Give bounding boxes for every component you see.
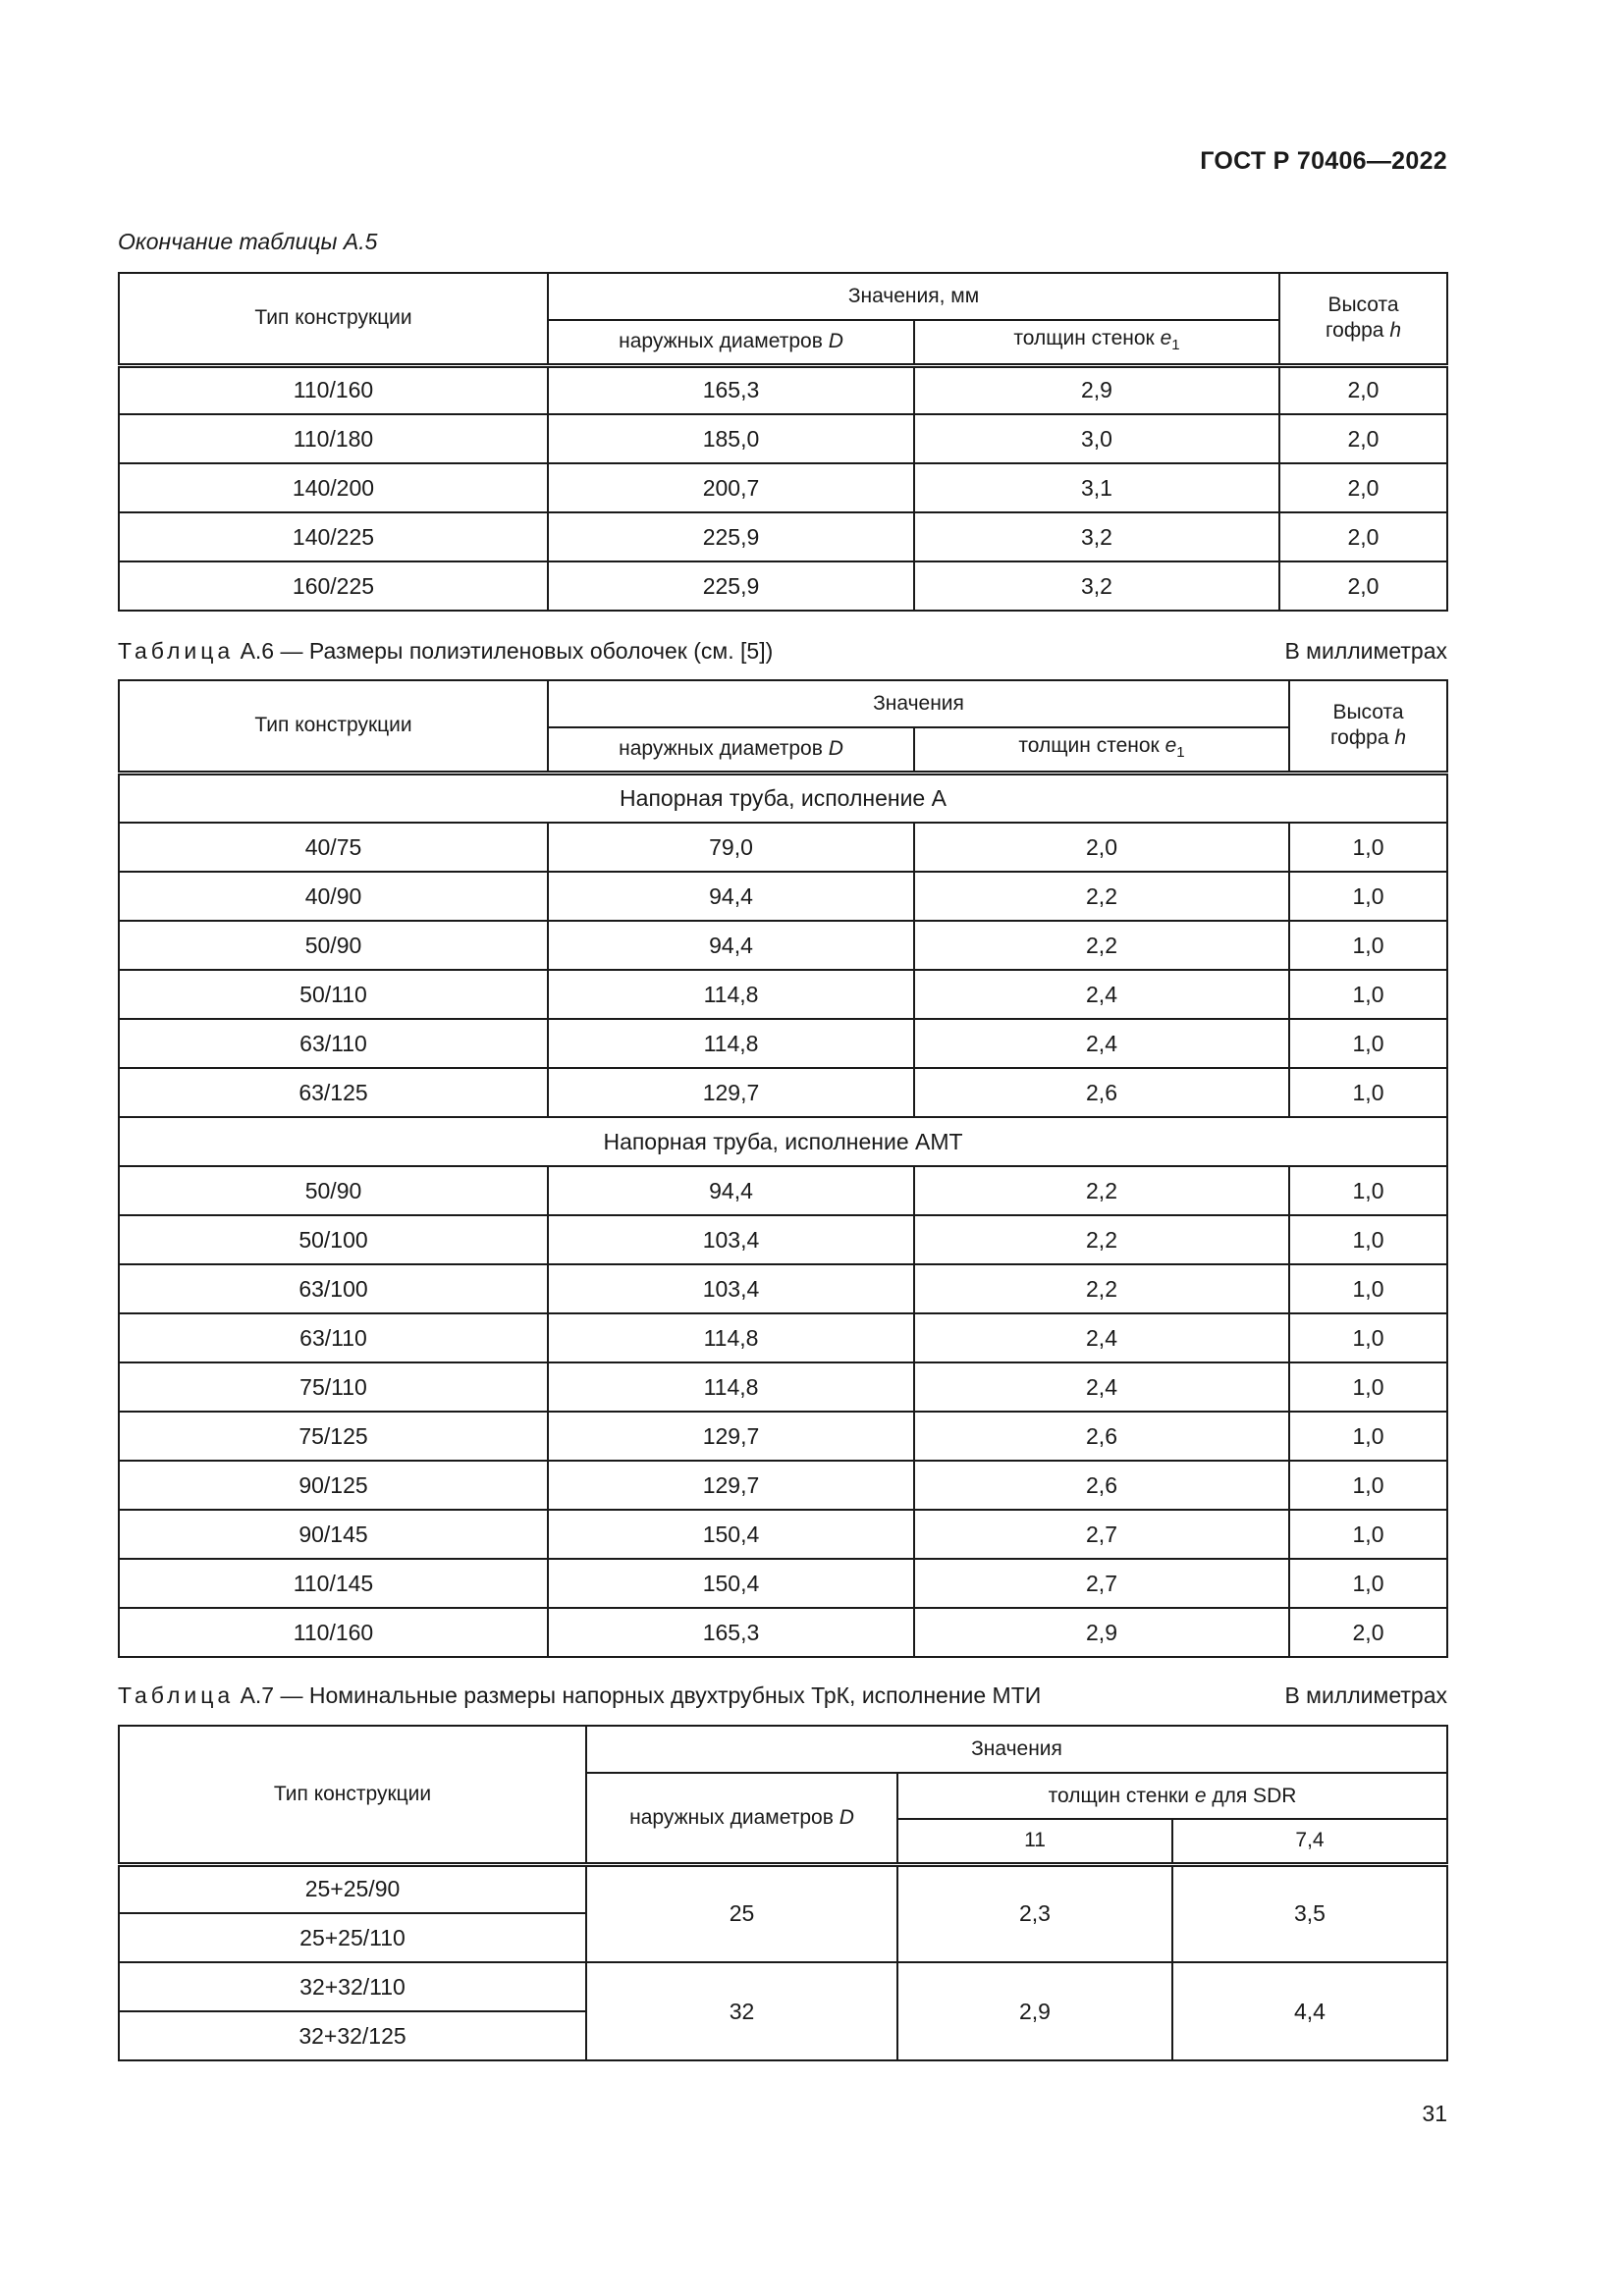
cell-wall-thickness: 3,2 [914, 512, 1279, 561]
cell-construction-type: 75/110 [119, 1362, 548, 1412]
header-construction-type: Тип конструкции [119, 680, 548, 773]
cell-corrugation-height: 1,0 [1289, 921, 1447, 970]
cell-construction-type: 160/225 [119, 561, 548, 611]
cell-corrugation-height: 1,0 [1289, 1362, 1447, 1412]
table-a5-caption: Окончание таблицы А.5 [118, 229, 378, 254]
cell-construction-type: 63/100 [119, 1264, 548, 1313]
cell-outer-diameter: 225,9 [548, 561, 914, 611]
table-a6-units: В миллиметрах [1284, 638, 1447, 664]
cell-corrugation-height: 1,0 [1289, 823, 1447, 872]
cell-wall-thickness: 2,4 [914, 1362, 1289, 1412]
table-a6 [118, 679, 1448, 1658]
cell-construction-type: 40/90 [119, 872, 548, 921]
cell-outer-diameter: 150,4 [548, 1559, 914, 1608]
cell-construction-type: 110/180 [119, 414, 548, 463]
cell-wall-thickness: 2,9 [914, 1608, 1289, 1657]
header-wall-thickness-sdr: толщин стенки e для SDR [897, 1773, 1447, 1819]
header-sdr-7-4: 7,4 [1172, 1819, 1447, 1864]
cell-outer-diameter: 94,4 [548, 872, 914, 921]
cell-wall-thickness: 2,4 [914, 1019, 1289, 1068]
cell-wall-thickness: 2,0 [914, 823, 1289, 872]
cell-outer-diameter: 165,3 [548, 365, 914, 414]
section-row [119, 773, 1447, 823]
table-a7-units: В миллиметрах [1284, 1682, 1447, 1708]
cell-outer-diameter: 165,3 [548, 1608, 914, 1657]
cell-wall-thickness: 2,2 [914, 872, 1289, 921]
header-values: Значения [586, 1726, 1447, 1773]
cell-wall-thickness: 2,2 [914, 1166, 1289, 1215]
cell-wall-thickness: 3,0 [914, 414, 1279, 463]
cell-outer-diameter: 25 [586, 1864, 897, 1962]
cell-wall-thickness: 2,6 [914, 1412, 1289, 1461]
cell-corrugation-height: 1,0 [1289, 1019, 1447, 1068]
cell-wall-thickness: 2,4 [914, 970, 1289, 1019]
table-row [119, 1264, 1447, 1313]
cell-corrugation-height: 1,0 [1289, 1068, 1447, 1117]
table-a6-caption: Таблица А.6 — Размеры полиэтиленовых оболочек (см. [5]) [118, 638, 774, 664]
cell-outer-diameter: 103,4 [548, 1215, 914, 1264]
header-values: Значения, мм [548, 273, 1279, 320]
cell-construction-type: 90/125 [119, 1461, 548, 1510]
cell-construction-type: 25+25/110 [119, 1913, 586, 1962]
cell-corrugation-height: 1,0 [1289, 1412, 1447, 1461]
cell-wall-sdr-11: 2,9 [897, 1962, 1172, 2060]
table-a7-caption: Таблица А.7 — Номинальные размеры напорных двухтрубных ТрК, исполнение МТИ [118, 1682, 1042, 1708]
table-row [119, 1962, 1447, 2011]
cell-wall-thickness: 2,6 [914, 1068, 1289, 1117]
cell-wall-thickness: 2,6 [914, 1461, 1289, 1510]
cell-wall-sdr-7-4: 3,5 [1172, 1864, 1447, 1962]
table-row [119, 512, 1447, 561]
cell-outer-diameter: 200,7 [548, 463, 914, 512]
cell-wall-thickness: 2,7 [914, 1559, 1289, 1608]
cell-construction-type: 32+32/125 [119, 2011, 586, 2060]
cell-construction-type: 90/145 [119, 1510, 548, 1559]
table-row [119, 1215, 1447, 1264]
cell-corrugation-height: 2,0 [1279, 463, 1447, 512]
table-row [119, 561, 1447, 611]
cell-corrugation-height: 2,0 [1279, 512, 1447, 561]
cell-outer-diameter: 32 [586, 1962, 897, 2060]
page-number: 31 [1422, 2101, 1447, 2126]
cell-corrugation-height: 1,0 [1289, 1166, 1447, 1215]
header-sdr-11: 11 [897, 1819, 1172, 1864]
cell-wall-thickness: 2,7 [914, 1510, 1289, 1559]
header-construction-type: Тип конструкции [119, 1726, 586, 1864]
cell-outer-diameter: 129,7 [548, 1461, 914, 1510]
table-row [119, 1559, 1447, 1608]
cell-construction-type: 50/90 [119, 1166, 548, 1215]
cell-outer-diameter: 114,8 [548, 970, 914, 1019]
cell-corrugation-height: 2,0 [1279, 414, 1447, 463]
cell-construction-type: 25+25/90 [119, 1864, 586, 1913]
cell-construction-type: 75/125 [119, 1412, 548, 1461]
table-row [119, 1362, 1447, 1412]
cell-outer-diameter: 94,4 [548, 921, 914, 970]
table-row [119, 365, 1447, 414]
table-row [119, 1412, 1447, 1461]
table-a5 [118, 272, 1448, 612]
cell-construction-type: 110/160 [119, 365, 548, 414]
cell-wall-thickness: 2,2 [914, 1264, 1289, 1313]
cell-outer-diameter: 129,7 [548, 1412, 914, 1461]
table-row [119, 1068, 1447, 1117]
section-row [119, 1117, 1447, 1166]
document-number: ГОСТ Р 70406—2022 [1200, 147, 1447, 175]
cell-construction-type: 110/145 [119, 1559, 548, 1608]
header-wall-thickness: толщин стенок $e_1$ [914, 727, 1289, 773]
cell-wall-thickness: 2,2 [914, 1215, 1289, 1264]
table-row [119, 1510, 1447, 1559]
table-row [119, 463, 1447, 512]
table-row [119, 1461, 1447, 1510]
cell-corrugation-height: 1,0 [1289, 1313, 1447, 1362]
cell-corrugation-height: 1,0 [1289, 1510, 1447, 1559]
cell-construction-type: 50/100 [119, 1215, 548, 1264]
cell-corrugation-height: 2,0 [1289, 1608, 1447, 1657]
cell-outer-diameter: 114,8 [548, 1362, 914, 1412]
table-row [119, 823, 1447, 872]
cell-outer-diameter: 114,8 [548, 1313, 914, 1362]
table-row [119, 1608, 1447, 1657]
cell-outer-diameter: 185,0 [548, 414, 914, 463]
cell-wall-thickness: 2,9 [914, 365, 1279, 414]
cell-construction-type: 140/225 [119, 512, 548, 561]
cell-wall-thickness: 2,4 [914, 1313, 1289, 1362]
cell-construction-type: 63/110 [119, 1313, 548, 1362]
section-heading: Напорная труба, исполнение АМТ [119, 1117, 1447, 1166]
cell-corrugation-height: 1,0 [1289, 1264, 1447, 1313]
cell-outer-diameter: 150,4 [548, 1510, 914, 1559]
cell-wall-thickness: 3,2 [914, 561, 1279, 611]
cell-wall-sdr-11: 2,3 [897, 1864, 1172, 1962]
cell-corrugation-height: 2,0 [1279, 365, 1447, 414]
cell-construction-type: 32+32/110 [119, 1962, 586, 2011]
header-outer-diameter: наружных диаметров D [586, 1773, 897, 1864]
table-row [119, 1864, 1447, 1913]
table-row [119, 414, 1447, 463]
cell-corrugation-height: 1,0 [1289, 970, 1447, 1019]
section-heading: Напорная труба, исполнение А [119, 773, 1447, 823]
cell-wall-thickness: 2,2 [914, 921, 1289, 970]
header-outer-diameter: наружных диаметров D [548, 727, 914, 773]
cell-construction-type: 63/110 [119, 1019, 548, 1068]
header-outer-diameter: наружных диаметров D [548, 320, 914, 365]
cell-outer-diameter: 94,4 [548, 1166, 914, 1215]
cell-construction-type: 40/75 [119, 823, 548, 872]
cell-construction-type: 50/90 [119, 921, 548, 970]
cell-outer-diameter: 225,9 [548, 512, 914, 561]
cell-outer-diameter: 79,0 [548, 823, 914, 872]
table-row [119, 1019, 1447, 1068]
cell-corrugation-height: 1,0 [1289, 1461, 1447, 1510]
table-row [119, 970, 1447, 1019]
cell-construction-type: 110/160 [119, 1608, 548, 1657]
cell-wall-sdr-7-4: 4,4 [1172, 1962, 1447, 2060]
cell-construction-type: 50/110 [119, 970, 548, 1019]
header-corrugation-height: Высота гофра h [1289, 680, 1447, 773]
cell-corrugation-height: 2,0 [1279, 561, 1447, 611]
header-construction-type: Тип конструкции [119, 273, 548, 365]
cell-outer-diameter: 103,4 [548, 1264, 914, 1313]
header-wall-thickness: толщин стенок $e_1$ [914, 320, 1279, 365]
table-row [119, 921, 1447, 970]
header-values: Значения [548, 680, 1289, 727]
cell-wall-thickness: 3,1 [914, 463, 1279, 512]
cell-construction-type: 140/200 [119, 463, 548, 512]
table-row [119, 872, 1447, 921]
table-a7 [118, 1725, 1448, 2061]
table-row [119, 1313, 1447, 1362]
cell-corrugation-height: 1,0 [1289, 1215, 1447, 1264]
cell-outer-diameter: 129,7 [548, 1068, 914, 1117]
cell-corrugation-height: 1,0 [1289, 1559, 1447, 1608]
cell-outer-diameter: 114,8 [548, 1019, 914, 1068]
header-corrugation-height: Высота гофра h [1279, 273, 1447, 365]
table-row [119, 1166, 1447, 1215]
cell-construction-type: 63/125 [119, 1068, 548, 1117]
cell-corrugation-height: 1,0 [1289, 872, 1447, 921]
